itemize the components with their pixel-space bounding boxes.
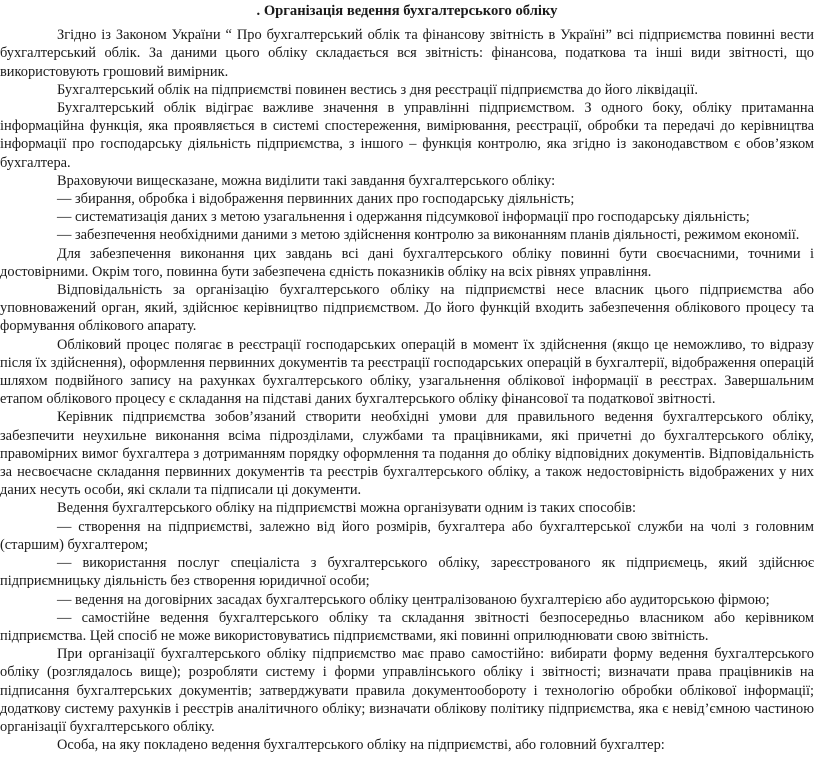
paragraph: Згідно із Законом України “ Про бухгалтерський облік та фінансову звітність в Україні” всі підприємства повинні вести бухгалтерський облік. За даними цього обліку складається вся звітність: фінансова, податкова та інші види звітності, що використовують грошовий вимірник. <box>0 27 814 80</box>
paragraph: Бухгалтерський облік відіграє важливе значення в управлінні підприємством. З одного боку, обліку притаманна інформаційна функція, яка проявляється в системі спостереження, вимірювання, реєстрації, обробки та передачі до керівництва інформації про господарську діяльність підприємства, з іншого – функція контролю, яка згідно із законодавством є обов’язком бухгалтера. <box>0 100 814 171</box>
paragraph: Бухгалтерський облік на підприємстві повинен вестись з дня реєстрації підприємства до його ліквідації. <box>57 81 698 98</box>
paragraph: Обліковий процес полягає в реєстрації господарських операцій в момент їх здійснення (якщо це неможливо, то відразу після їх здійснення), оформлення первинних документів та реєстрації господарських операцій в бухгалтерії, відображення операцій шляхом подвійного запису на рахунках бухгалтерського обліку, узагальнення облікової інформації в реєстрах. Завершальним етапом облікового процесу є складання на підставі даних бухгалтерського обліку фінансової та податкової звітності. <box>0 336 814 408</box>
paragraph: При організації бухгалтерського обліку підприємство має право самостійно: вибирати форму ведення бухгалтерського обліку (розглядалось вище); розробляти систему і форми управлінського обліку і звітності; визначати права працівників на підписання бухгалтерських документів; затверджувати правила документообороту і технологію обробки облікової інформації; додаткову систему рахунків і реєстрів аналітичного обліку; визначати облікову політику підприємства, яка є невід’ємною частиною організації бухгалтерського обліку. <box>0 646 814 735</box>
paragraph: — ведення на договірних засадах бухгалтерського обліку централізованою бухгалтерією або аудиторською фірмою; <box>57 591 770 608</box>
paragraph: Для забезпечення виконання цих завдань всі дані бухгалтерського обліку повинні бути своєчасними, точними і достовірними. Окрім того, повинна бути забезпечена єдність показників обліку на всіх рівнях управління. <box>0 245 814 280</box>
paragraph: — створення на підприємстві, залежно від його розмірів, бухгалтера або бухгалтерської служби на чолі з головним (старшим) бухгалтером; <box>0 518 814 553</box>
section-title: . Організація ведення бухгалтерського обліку <box>256 3 558 19</box>
paragraph: — забезпечення необхідними даними з метою здійснення контролю за виконанням планів діяльності, режимом економії. <box>57 227 800 244</box>
paragraph: Враховуючи вищесказане, можна виділити такі завдання бухгалтерського обліку: <box>57 172 556 189</box>
paragraph: — самостійне ведення бухгалтерського обліку та складання звітності безпосередньо власником або керівником підприємства. Цей спосіб не може використовуватись підприємствами, які повинні оприлюднювати свою звітність. <box>0 609 814 644</box>
paragraph: Відповідальність за організацію бухгалтерського обліку на підприємстві несе власник цього підприємства або уповноважений орган, який, здійснює керівництво підприємством. До його функцій входить забезпечення облікового процесу та формування облікового апарату. <box>0 282 814 335</box>
paragraph: Особа, на яку покладено ведення бухгалтерського обліку на підприємстві, або головний бухгалтер: <box>57 737 665 754</box>
body-text <box>0 26 814 754</box>
paragraph: Ведення бухгалтерського обліку на підприємстві можна організувати одним із таких способів: <box>57 500 636 517</box>
paragraph: — систематизація даних з метою узагальнення і одержання підсумкової інформації про господарську діяльність; <box>57 209 750 226</box>
paragraph: — використання послуг спеціаліста з бухгалтерського обліку, зареєстрованого як підприємець, який здійснює підприємницьку діяльність без створення юридичної особи; <box>0 555 814 590</box>
paragraph: Керівник підприємства зобов’язаний створити необхідні умови для правильного ведення бухгалтерського обліку, забезпечити неухильне виконання всіма підрозділами, службами та працівниками, які причетні до бухгалтерського обліку, правомірних вимог бухгалтера з дотриманням порядку оформлення та подання до обліку відповідних документів. Відповідальність за несвоєчасне складання первинних документів та реєстрів бухгалтерського обліку, а також недостовірність відображених у них даних несуть особи, які склали та підписали ці документи. <box>0 409 814 499</box>
paragraph: — збирання, обробка і відображення первинних даних про господарську діяльність; <box>57 191 575 208</box>
